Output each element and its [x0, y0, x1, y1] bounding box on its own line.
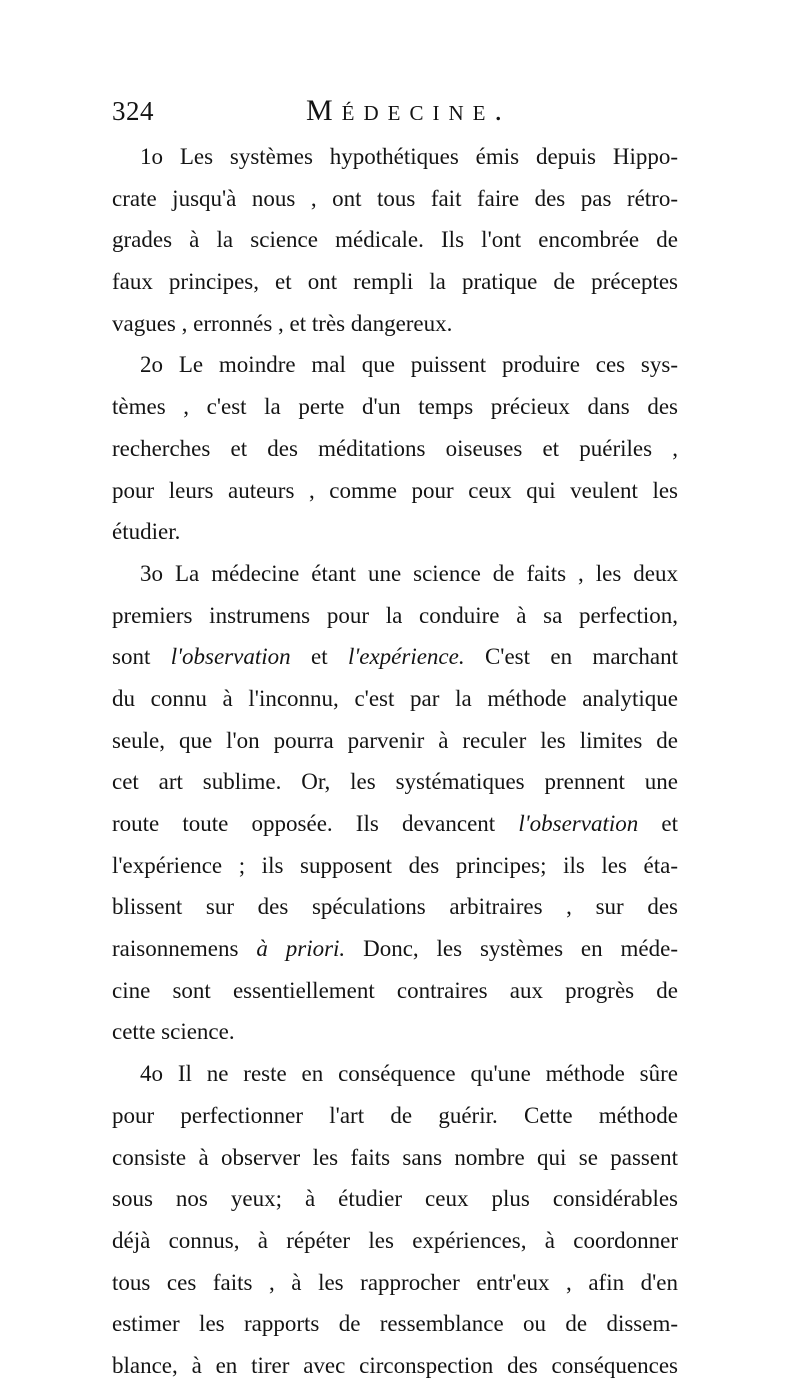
text-line: estimer les rapports de ressemblance ou de dissem- [112, 1311, 678, 1337]
text-line: pour leurs auteurs , comme pour ceux qui veulent les [112, 477, 678, 503]
text-line: 3o La médecine étant une science de faits , les deux [140, 560, 678, 586]
text-line: sont l'observation et l'expérience. C'est en marchant [112, 644, 678, 670]
text-line: l'expérience ; ils supposent des principes; ils les éta- [112, 852, 678, 878]
text-line: crate jusqu'à nous , ont tous fait faire des pas rétro- [112, 185, 678, 211]
text-line: pour perfectionner l'art de guérir. Cette méthode [112, 1102, 678, 1128]
text-line: blance, à en tirer avec circonspection des conséquences [112, 1352, 678, 1378]
text-line: blissent sur des spéculations arbitraires , sur des [112, 894, 678, 920]
text-line: tous ces faits , à les rapprocher entr'eux , afin d'en [112, 1269, 678, 1295]
running-head [0, 94, 800, 134]
text-line: faux principes, et ont rempli la pratique de préceptes [112, 269, 678, 295]
text-line: 1o Les systèmes hypothétiques émis depuis Hippo- [140, 144, 678, 169]
text-line: étudier. [112, 519, 181, 545]
body-text [112, 136, 678, 1387]
text-line: du connu à l'inconnu, c'est par la méthode analytique [112, 685, 678, 711]
text-line: tèmes , c'est la perte d'un temps précieux dans des [112, 394, 678, 420]
text-line: grades à la science médicale. Ils l'ont encombrée de [112, 227, 678, 253]
text-line: recherches et des méditations oiseuses et puériles , [112, 435, 678, 461]
page-number: 324 [112, 96, 154, 126]
text-line: 2o Le moindre mal que puissent produire ces sys- [140, 352, 678, 378]
text-line: 4o Il ne reste en conséquence qu'une méthode sûre [140, 1061, 678, 1087]
text-line: cine sont essentiellement contraires aux progrès de [112, 977, 678, 1003]
text-line: seule, que l'on pourra parvenir à reculer les limites de [112, 727, 678, 753]
text-line: premiers instrumens pour la conduire à sa perfection, [112, 602, 678, 628]
text-line: cette science. [112, 1019, 235, 1045]
section-title: Médecine. [306, 94, 511, 127]
text-line: cet art sublime. Or, les systématiques prennent une [112, 769, 678, 795]
text-line: raisonnemens à priori. Donc, les systèmes en méde- [112, 936, 678, 962]
text-line: vagues , erronnés , et très dangereux. [112, 310, 453, 336]
text-line: déjà connus, à répéter les expériences, à coordonner [112, 1227, 678, 1253]
text-line: route toute opposée. Ils devancent l'observation et [112, 811, 678, 836]
text-line: sous nos yeux; à étudier ceux plus considérables [112, 1186, 678, 1212]
text-line: consiste à observer les faits sans nombre qui se passent [112, 1144, 678, 1170]
